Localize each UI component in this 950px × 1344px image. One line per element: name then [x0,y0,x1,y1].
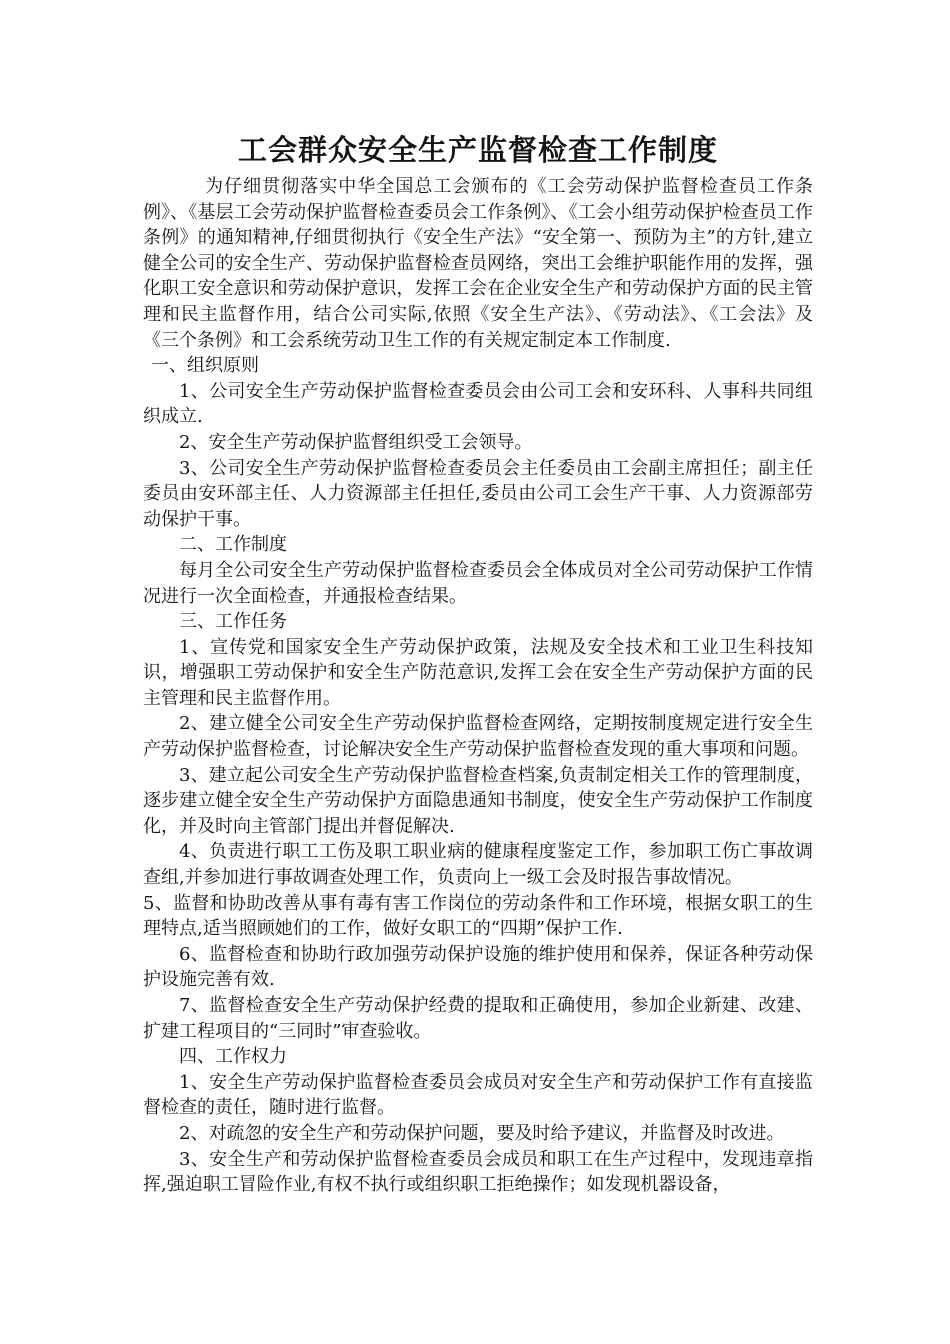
paragraph: 3、建立起公司安全生产劳动保护监督检查档案,负责制定相关工作的管理制度，逐步建立健全安全生产劳动保护方面隐患通知书制度，使安全生产劳动保护工作制度化，并及时向主管部门提出并督促解决. [143,764,813,837]
paragraph: 一、组织原则 [151,355,259,377]
paragraph: 6、监督检查和协助行政加强劳动保护设施的维护使用和保养，保证各种劳动保护设施完善有效. [143,943,813,991]
paragraph: 7、监督检查安全生产劳动保护经费的提取和正确使用，参加企业新建、改建、扩建工程项目的“三同时”审查验收。 [143,995,813,1042]
paragraph: 2、对疏忽的安全生产和劳动保护问题，要及时给予建议，并监督及时改进。 [179,1122,785,1144]
paragraph: 1、宣传党和国家安全生产劳动保护政策，法规及安全技术和工业卫生科技知识，增强职工劳动保护和安全生产防范意识,发挥工会在安全生产劳动保护方面的民主管理和民主监督作用。 [143,636,813,709]
paragraph: 3、公司安全生产劳动保护监督检查委员会主任委员由工会副主席担任；副主任委员由安环部主任、人力资源部主任担任,委员由公司工会生产干事、人力资源部劳动保护干事。 [143,457,813,530]
paragraph: 4、负责进行职工工伤及职工职业病的健康程度鉴定工作，参加职工伤亡事故调查组,并参加进行事故调查处理工作，负责向上一级工会及时报告事故情况。 [143,841,813,889]
document-page [143,130,813,1198]
paragraph: 三、工作任务 [179,611,287,633]
paragraph: 2、建立健全公司安全生产劳动保护监督检查网络，定期按制度规定进行安全生产劳动保护监督检查，讨论解决安全生产劳动保护监督检查发现的重大事项和问题。 [143,713,813,761]
paragraph: 5、监督和协助改善从事有毒有害工作岗位的劳动条件和工作环境，根据女职工的生理特点,适当照顾她们的工作，做好女职工的“四期”保护工作. [143,892,813,940]
paragraph: 1、公司安全生产劳动保护监督检查委员会由公司工会和安环科、人事科共同组织成立. [143,380,813,428]
paragraph: 四、工作权力 [179,1046,287,1068]
document-title: 工会群众安全生产监督检查工作制度 [237,133,718,167]
paragraph: 为仔细贯彻落实中华全国总工会颁布的《工会劳动保护监督检查员工作条例》、《基层工会劳动保护监督检查委员会工作条例》、《工会小组劳动保护检查员工作条例》的通知精神,仔细贯彻执行《安全生产法》“安全第一、预防为主”的方针,建立健全公司的安全生产、劳动保护监督检查员网络，突出工会维护职能作用的发挥，强化职工安全意识和劳动保护意识，发挥工会在企业安全生产和劳动保护方面的民主管理和民主监督作用，结合公司实际,依照《安全生产法》、《劳动法》、《工会法》及《三个条例》和工会系统劳动卫生工作的有关规定制定本工作制度. [143,176,813,351]
paragraph: 二、工作制度 [179,534,287,556]
document-body [143,174,813,1198]
paragraph: 2、安全生产劳动保护监督组织受工会领导。 [179,431,533,453]
paragraph: 3、安全生产和劳动保护监督检查委员会成员和职工在生产过程中，发现违章指挥,强迫职工冒险作业,有权不执行或组织职工拒绝操作；如发现机器设备， [143,1148,813,1196]
paragraph: 1、安全生产劳动保护监督检查委员会成员对安全生产和劳动保护工作有直接监督检查的责任，随时进行监督。 [143,1071,813,1119]
paragraph: 每月全公司安全生产劳动保护监督检查委员会全体成员对全公司劳动保护工作情况进行一次全面检查，并通报检查结果。 [143,559,813,607]
